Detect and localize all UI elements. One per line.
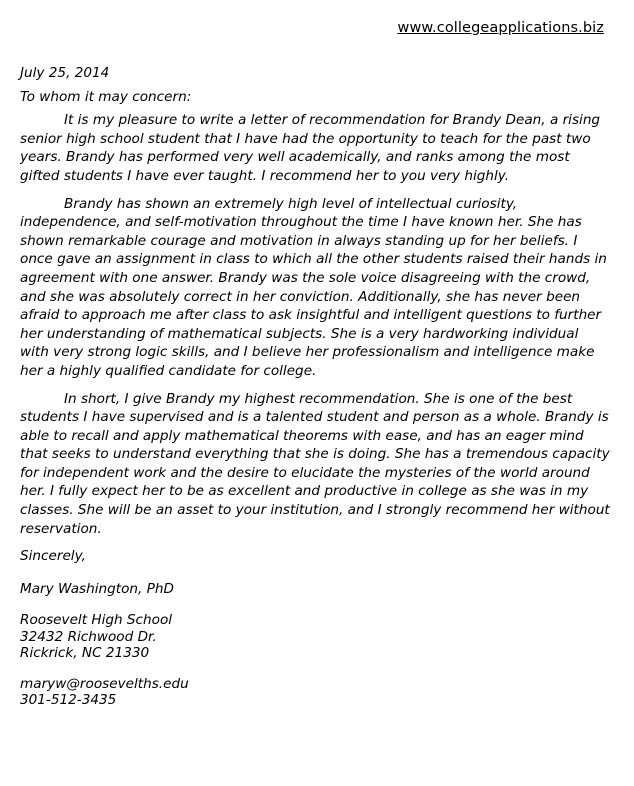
signature-name: Mary Washington, PhD — [20, 580, 174, 597]
city-state-zip: Rickrick, NC 21330 — [20, 645, 150, 662]
letter-date: July 25, 2014 — [20, 65, 110, 81]
school-name: Roosevelt High School — [20, 612, 173, 629]
paragraph-qualities: Brandy has shown an extremely high level of intellectual curiosity, independence, and self-motivation throughout the time I have known her. She has shown remarkable courage and motivation in always standing up for her beliefs. I once gave an assignment in class to which all the other students raised their hands in agreement with one answer. Brandy was the sole voice disagreeing with the crowd, and she was absolutely correct in her conviction. Additionally, she has never been afraid to approach me after class to ask insightful and intelligent questions to further her understanding of mathematical subjects. She is a very hardworking individual with very strong logic skills, and I believe her professionalism and intelligence make her a highly qualified candidate for college. — [20, 195, 607, 379]
paragraph-conclusion: In short, I give Brandy my highest recommendation. She is one of the best students I have supervised and is a talented student and person as a whole. Brandy is able to recall and apply mathematical theorems with ease, and has an eager mind that seeks to understand everything that she is doing. She has a tremendous capacity for independent work and the desire to elucidate the mysteries of the world around her. I fully expect her to be as excellent and productive in college as she was in my classes. She will be an asset to your institution, and I strongly recommend her without reservation. — [20, 390, 610, 537]
phone-number: 301-512-3435 — [20, 692, 117, 709]
letter-salutation: To whom it may concern: — [20, 88, 192, 105]
email-address[interactable]: maryw@roosevelths.edu — [20, 675, 189, 692]
letter-closing: Sincerely, — [20, 548, 86, 565]
street-address: 32432 Richwood Dr. — [20, 628, 157, 645]
school-address — [20, 612, 610, 661]
contact-info — [20, 676, 610, 709]
letter-body — [20, 64, 610, 722]
website-url[interactable]: www.collegeapplications.biz — [397, 20, 604, 36]
paragraph-introduction: It is my pleasure to write a letter of recommendation for Brandy Dean, a rising senior high school student that I have had the opportunity to teach for the past two years. Brandy has performed very well academically, and ranks among the most gifted students I have ever taught. I recommend her to you very highly. — [20, 112, 601, 184]
